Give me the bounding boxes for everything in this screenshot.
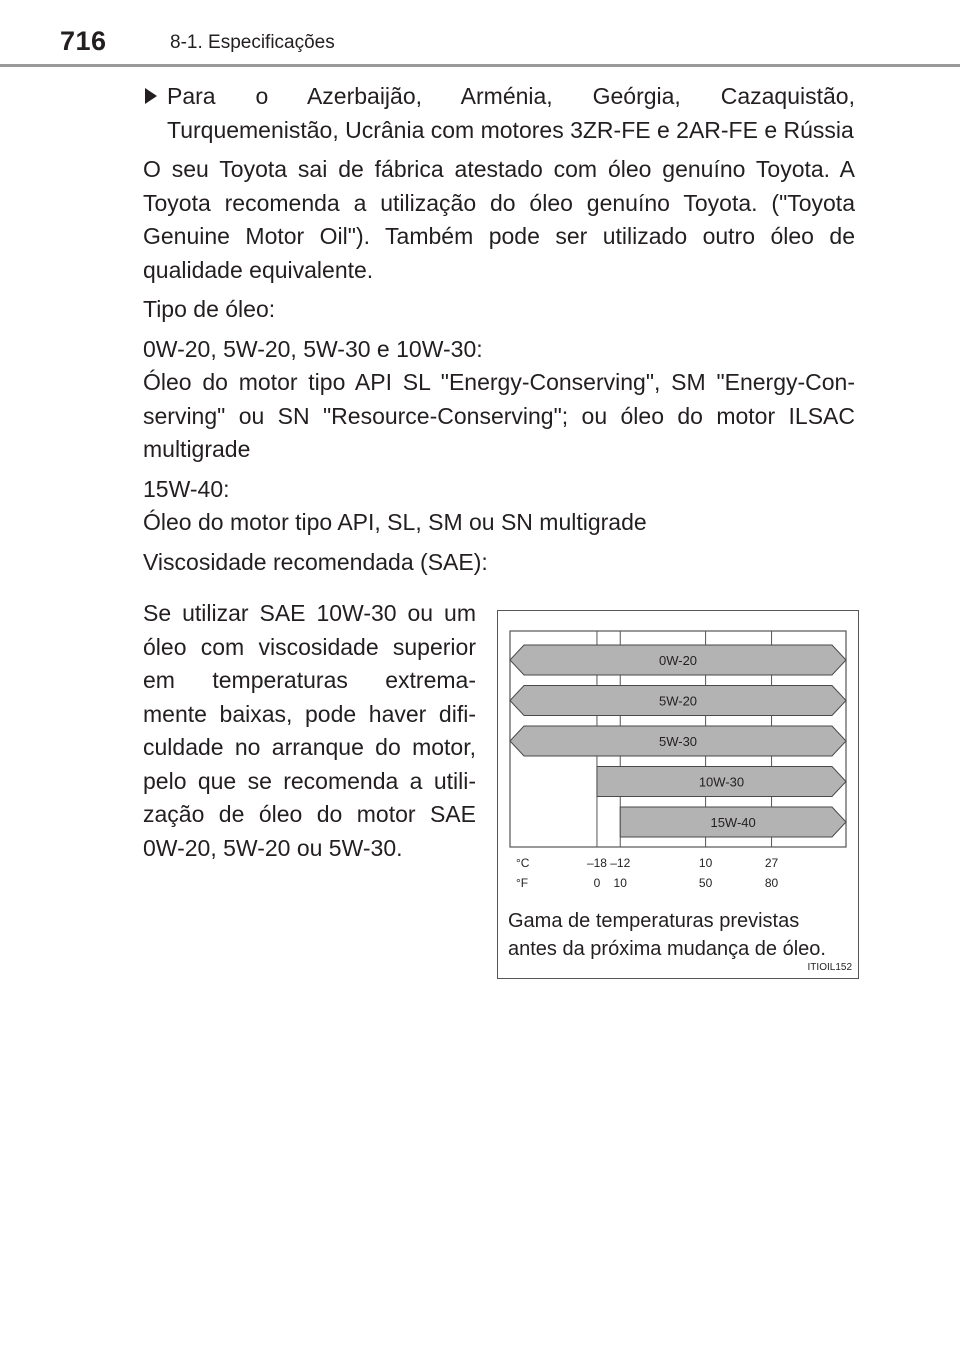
caption-line-1: Gama de temperaturas previstas [508, 910, 800, 932]
tick-fahrenheit-2: 50 [698, 876, 713, 890]
tick-celsius-3: 27 [764, 856, 779, 870]
tick-fahrenheit-0: 0 [593, 876, 601, 890]
figure-caption [508, 907, 826, 963]
bar-label-10W-30: 10W-30 [698, 774, 745, 790]
oil-type-label: Tipo de óleo: [143, 296, 276, 322]
header-rule [0, 64, 960, 67]
bar-label-5W-20: 5W-20 [658, 693, 698, 709]
tick-fahrenheit-1: 10 [613, 876, 627, 890]
viscosity-label: Viscosidade recomendada (SAE): [143, 548, 488, 575]
bullet-text: Para o Azerbaijão, Arménia, Geórgia, Cazaquistão, Turquemenistão, Ucrânia com motores 3ZR-FE e 2AR-FE e Rússia [167, 83, 855, 143]
grades-1-heading: 0W-20, 5W-20, 5W-30 e 10W-30: [143, 335, 483, 362]
main-content [143, 80, 855, 579]
triangle-bullet-icon [143, 80, 167, 147]
caption-line-2: antes da próxima mudança de óleo. [508, 938, 826, 960]
tick-celsius-1: –12 [610, 856, 631, 870]
page-number: 716 [60, 26, 107, 56]
section-title: 8-1. Especificações [170, 32, 335, 53]
unit-celsius: °C [516, 856, 530, 870]
tick-celsius-0: –18 [586, 856, 607, 870]
grades-2-heading: 15W-40: [143, 475, 230, 502]
viscosity-figure [497, 610, 859, 979]
bullet-item [143, 80, 855, 147]
bar-label-15W-40: 15W-40 [710, 815, 756, 830]
figure-code: ITIOIL152 [807, 962, 852, 973]
intro-paragraph: O seu Toyota sai de fábrica atestado com óleo genuíno Toyota. A Toyota recomenda a utilização do óleo genuíno Toyota. ("Toyota Genuine Motor Oil"). Também pode ser utilizado outro óleo de qualidade equivalente. [143, 156, 855, 283]
unit-fahrenheit: °F [516, 876, 529, 890]
bar-label-5W-30: 5W-30 [658, 734, 698, 749]
side-note: Se utilizar SAE 10W-30 ou um óleo com viscosidade superior em temperaturas extrema-mente baixas, pode haver difi-culdade no arranque do motor, pelo que se recomenda a utili-zação de óleo do motor SAE 0W-20, 5W-20 ou 5W-30. [143, 600, 476, 861]
tick-celsius-2: 10 [698, 856, 713, 870]
grades-1-description: Óleo do motor tipo API SL "Energy-Conserving", SM "Energy-Con-serving" ou SN "Resource-Conserving"; ou óleo do motor ILSAC multigrade [143, 369, 855, 462]
grades-2-description: Óleo do motor tipo API, SL, SM ou SN multigrade [143, 509, 647, 535]
tick-fahrenheit-3: 80 [764, 876, 779, 890]
bar-label-0W-20: 0W-20 [658, 653, 698, 668]
page-header [0, 0, 960, 66]
viscosity-chart [498, 611, 857, 911]
